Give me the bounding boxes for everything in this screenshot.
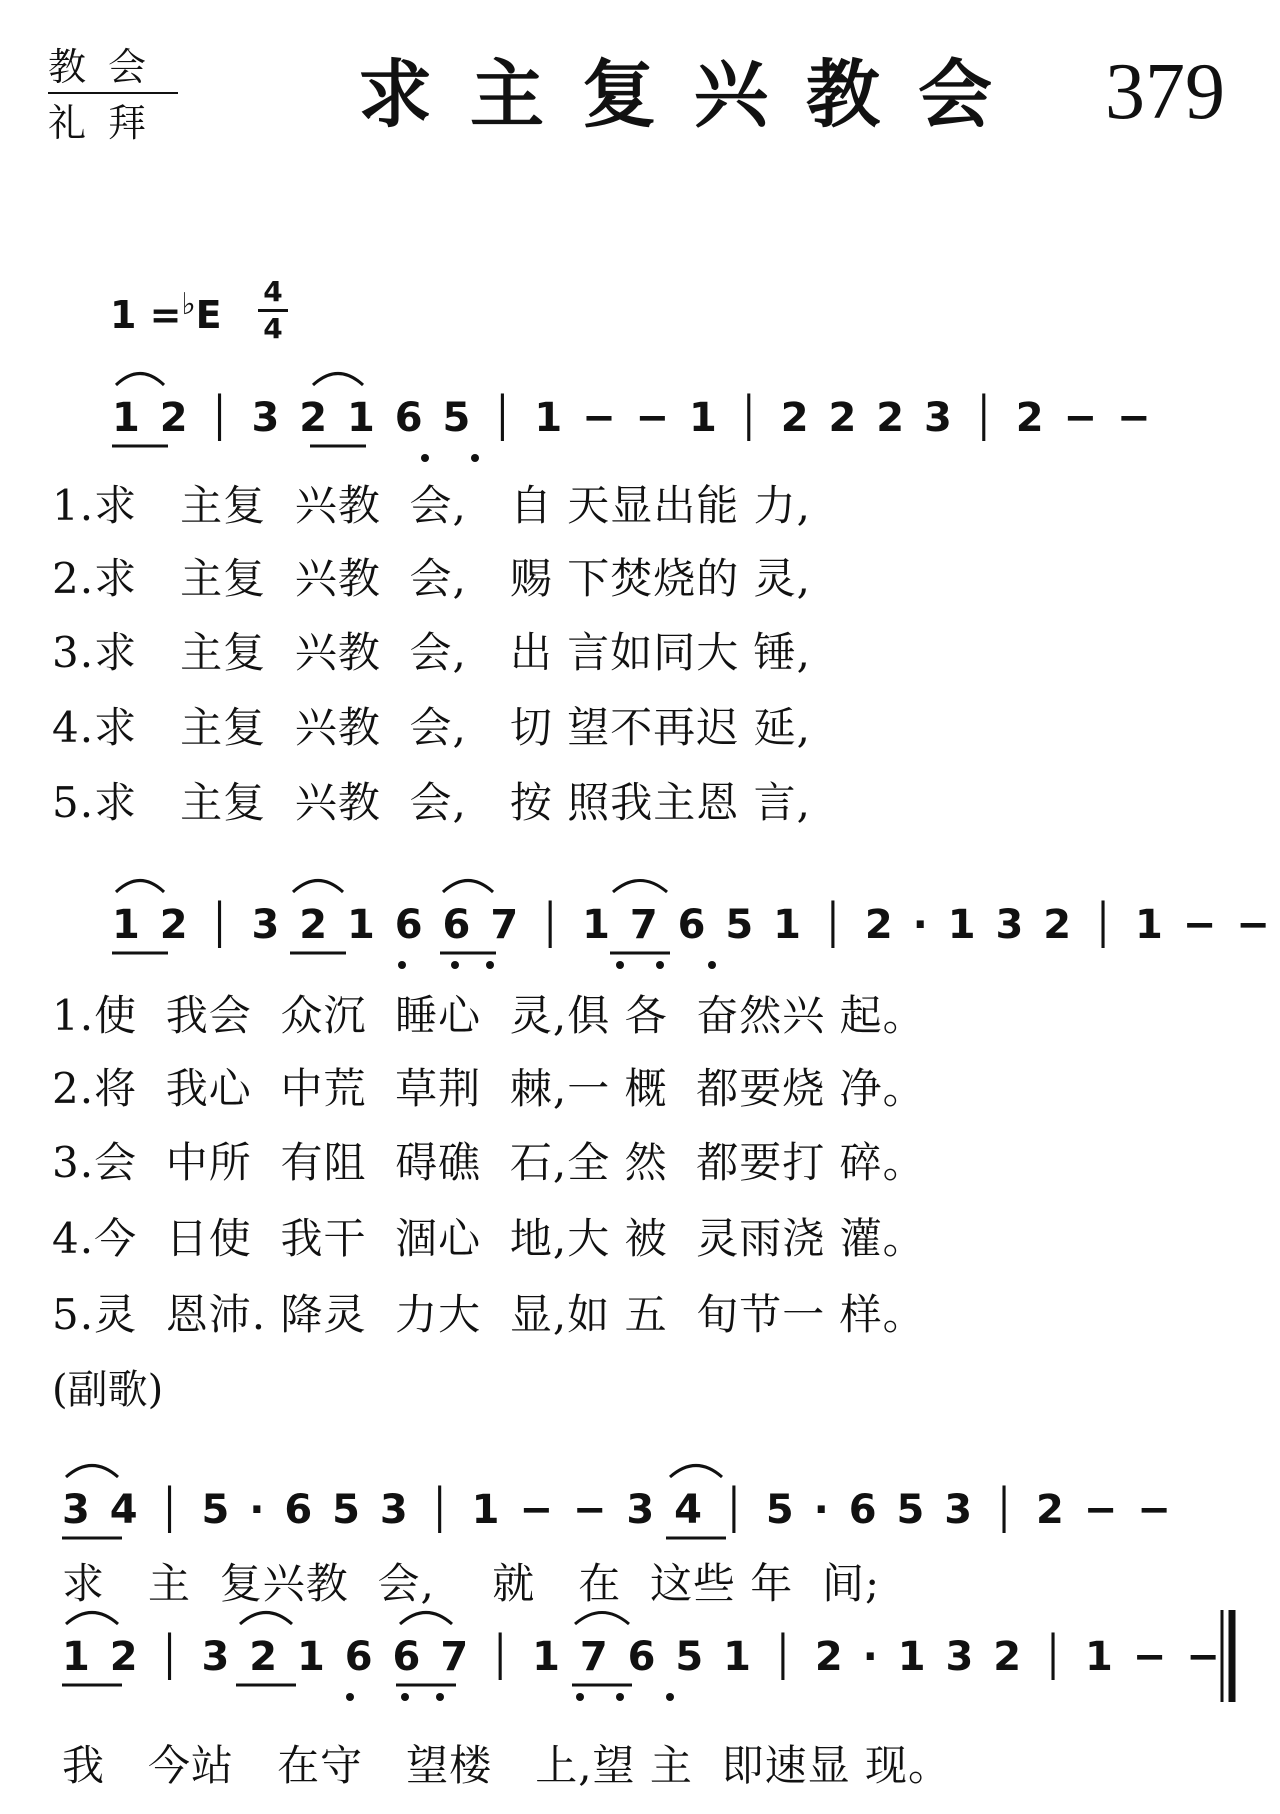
slur-mark (400, 1613, 452, 1625)
slur-mark (575, 1613, 629, 1625)
notation-line-1: 1 2 │ 3 2 1 6 5 │ 1 − − 1 │ 2 2 2 3 │ 2 − − (112, 395, 1154, 441)
slur-mark (116, 374, 164, 386)
octave-dot (451, 961, 459, 969)
key-prefix: 1 = (110, 293, 182, 337)
octave-dot (486, 961, 494, 969)
verse-2-line-2: 2.将 我心 中荒 草荆 棘,一 概 都要烧 净。 (52, 1064, 926, 1113)
octave-dot (576, 1693, 584, 1701)
slur-mark (116, 881, 164, 893)
flat-icon: ♭ (181, 287, 196, 322)
verse-4-line-1: 4.求 主复 兴教 会, 切 望不再迟 延, (52, 703, 811, 752)
slur-mark (313, 374, 363, 386)
octave-dot (616, 961, 624, 969)
octave-dot (471, 454, 479, 462)
slur-mark (443, 881, 493, 893)
key-letter: E (195, 293, 222, 337)
time-bottom: 4 (263, 312, 283, 345)
verse-1-line-1: 1.求 主复 兴教 会, 自 天显出能 力, (52, 481, 811, 530)
octave-dot (708, 961, 716, 969)
chorus-notation-line-1: 3 4 │ 5 · 6 5 3 │ 1 − − 3 4 │ 5 · 6 5 3 │ 2 − − (62, 1487, 1174, 1533)
verse-5-line-1: 5.求 主复 兴教 会, 按 照我主恩 言, (52, 778, 811, 827)
chorus-notation-line-2: 1 2 │ 3 2 1 6 6 7 │ 1 7 6 5 1 │ 2 · 1 3 2 │ 1 − − (62, 1634, 1223, 1680)
slur-mark (293, 881, 343, 893)
slur-mark (613, 881, 667, 893)
category-top: 教会 (48, 45, 169, 89)
hymn-number: 379 (1105, 48, 1225, 136)
octave-dot (401, 1693, 409, 1701)
verse-2-line-1: 2.求 主复 兴教 会, 赐 下焚烧的 灵, (52, 554, 811, 603)
verse-3-line-1: 3.求 主复 兴教 会, 出 言如同大 锤, (52, 628, 811, 677)
verse-5-line-2: 5.灵 恩沛. 降灵 力大 显,如 五 旬节一 样。 (52, 1290, 926, 1339)
octave-dot (616, 1693, 624, 1701)
octave-dot (398, 961, 406, 969)
slur-mark (670, 1466, 722, 1478)
chorus-lyrics-line-1: 求 主 复兴教 会, 就 在 这些 年 间; (62, 1559, 881, 1608)
chorus-label: (副歌) (52, 1367, 164, 1413)
slur-mark (66, 1466, 118, 1478)
notation-line-2: 1 2 │ 3 2 1 6 6 7 │ 1 7 6 5 1 │ 2 · 1 3 2 │ 1 − − (112, 902, 1273, 948)
octave-dot (656, 961, 664, 969)
verse-3-line-2: 3.会 中所 有阻 碍礁 石,全 然 都要打 碎。 (52, 1138, 926, 1187)
slur-mark (66, 1613, 118, 1625)
verse-1-line-2: 1.使 我会 众沉 睡心 灵,俱 各 奋然兴 起。 (52, 991, 926, 1040)
time-top: 4 (263, 275, 283, 308)
octave-dot (436, 1693, 444, 1701)
chorus-lyrics-line-2: 我 今站 在守 望楼 上,望 主 即速显 现。 (62, 1741, 951, 1790)
verse-4-line-2: 4.今 日使 我干 涸心 地,大 被 灵雨浇 灌。 (52, 1214, 926, 1263)
octave-dot (346, 1693, 354, 1701)
category-bottom: 礼拜 (48, 101, 169, 145)
octave-dot (421, 454, 429, 462)
octave-dot (666, 1693, 674, 1701)
slur-mark (240, 1613, 292, 1625)
hymn-title: 求主复兴教会 (358, 52, 1030, 138)
